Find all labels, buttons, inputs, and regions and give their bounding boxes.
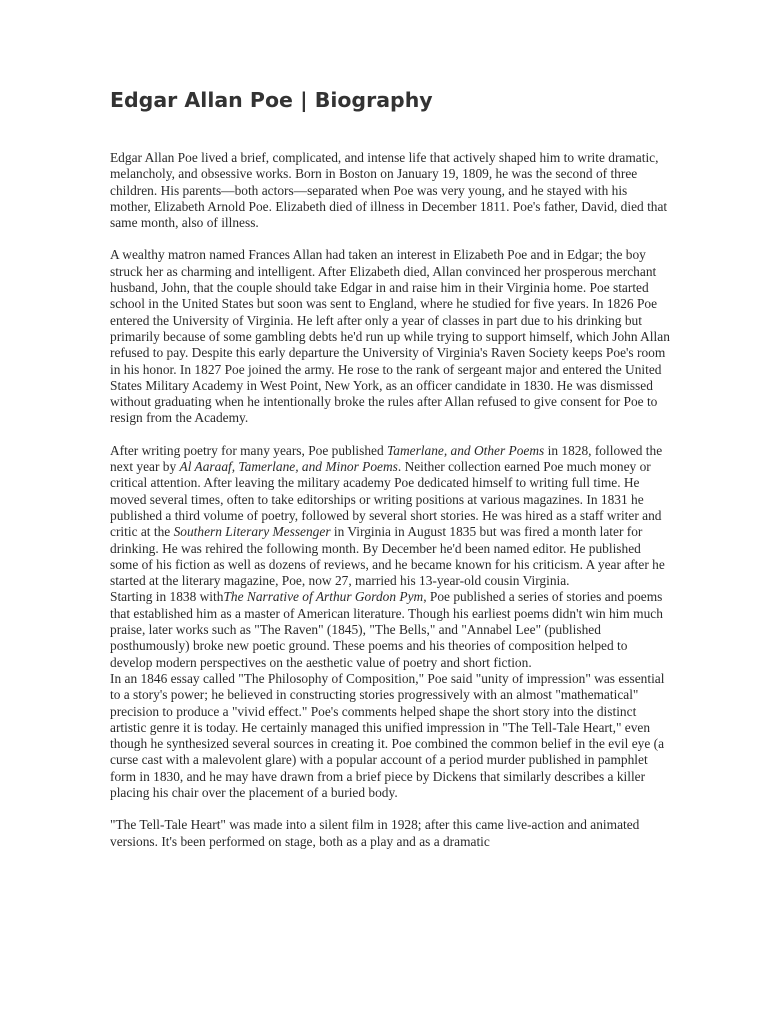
paragraph-text: in Virginia in August 1835 but was fired a month later for drinking. He was rehired the following month. By December he'd been named editor. He published some of his fiction as well as dozens of reviews, and he became known for his criticism. A year after he started at the literary magazine, Poe, now 27, married his 13-year-old cousin Virginia. xyxy=(110,524,665,589)
paragraph-text: Starting in 1838 with xyxy=(110,589,224,605)
page-title: Edgar Allan Poe | Biography xyxy=(110,88,433,112)
paragraph-philosophy-of-composition: In an 1846 essay called "The Philosophy of Composition," Poe said "unity of impression" was essential to a story's power; he believed in constructing stories progressively with an almost "mathematical" precision to produce a "vivid effect." Poe's comments helped shape the short story into the distinct artistic genre it is today. He certainly managed this unified impression in "The Tell-Tale Heart," even though he synthesized several sources in creating it. Poe combined the common belief in the evil eye (a curse cast with a malevolent glare) with a popular account of a period murder published in pamphlet form in 1830, and he may have drawn from a brief piece by Dickens that similarly describes a killer placing his chair over the placement of a buried body. xyxy=(110,670,665,800)
paragraph-text: , Poe published a series of stories and poems that established him as a master of American literature. Though his earliest poems didn't win him much praise, later works such as "The Raven" (1845), "The Bells," and "Annabel Lee" (published posthumously) broke new poetic ground. These poems and his theories of composition helped to develop modern perspectives on the aesthetic value of poetry and short fiction. xyxy=(110,589,663,670)
book-title-arthur-gordon-pym: The Narrative of Arthur Gordon Pym xyxy=(223,589,424,605)
paragraph-allan-family: A wealthy matron named Frances Allan had taken an interest in Elizabeth Poe and in Edgar; the boy struck her as charming and intelligent. After Elizabeth died, Allan convinced her prosperous merchant husband, John, that the couple should take Edgar in and raise him in their Virginia home. Poe started school in the United States but soon was sent to England, where he studied for five years. In 1826 Poe entered the University of Virginia. He left after only a year of classes in part due to his drinking but primarily because of some gambling debts he'd run up while trying to support himself, which John Allan refused to pay. Despite this early departure the University of Virginia's Raven Society keeps Poe's room in his honor. In 1827 Poe joined the army. He rose to the rank of sergeant major and entered the United States Military Academy in West Point, New York, as an officer candidate in 1830. He was dismissed without graduating when he intentionally broke the rules after Allan refused to give consent for Poe to resign from the Academy. xyxy=(110,247,670,426)
paragraph-early-life: Edgar Allan Poe lived a brief, complicated, and intense life that actively shaped him to write dramatic, melancholy, and obsessive works. Born in Boston on January 19, 1809, he was the second of three children. His parents—both actors—separated when Poe was very young, and he stayed with his mother, Elizabeth Arnold Poe. Elizabeth died of illness in December 1811. Poe's father, David, died that same month, also of illness. xyxy=(110,150,668,231)
paragraph-early-career xyxy=(110,443,670,590)
paragraph-text: After writing poetry for many years, Poe published xyxy=(110,442,388,458)
paragraph-text: . Neither collection earned Poe much money or critical attention. After leaving the military academy Poe dedicated himself to writing full time. He moved several times, often to take editorships or writing positions at various magazines. In 1831 he published a third volume of poetry, followed by several short stories. He was hired as a staff writer and critic at the xyxy=(110,459,662,540)
document-body xyxy=(110,150,670,850)
magazine-title-southern-literary-messenger: Southern Literary Messenger xyxy=(173,524,331,540)
paragraph-adaptations: "The Tell-Tale Heart" was made into a silent film in 1928; after this came live-action and animated versions. It's been performed on stage, both as a play and as a dramatic xyxy=(110,817,640,849)
book-title-al-aaraaf: Al Aaraaf, Tamerlane, and Minor Poems xyxy=(179,459,398,475)
paragraph-text: in 1828, followed the next year by xyxy=(110,442,663,475)
paragraph-major-works xyxy=(110,589,670,670)
book-title-tamerlane: Tamerlane, and Other Poems xyxy=(387,442,545,458)
